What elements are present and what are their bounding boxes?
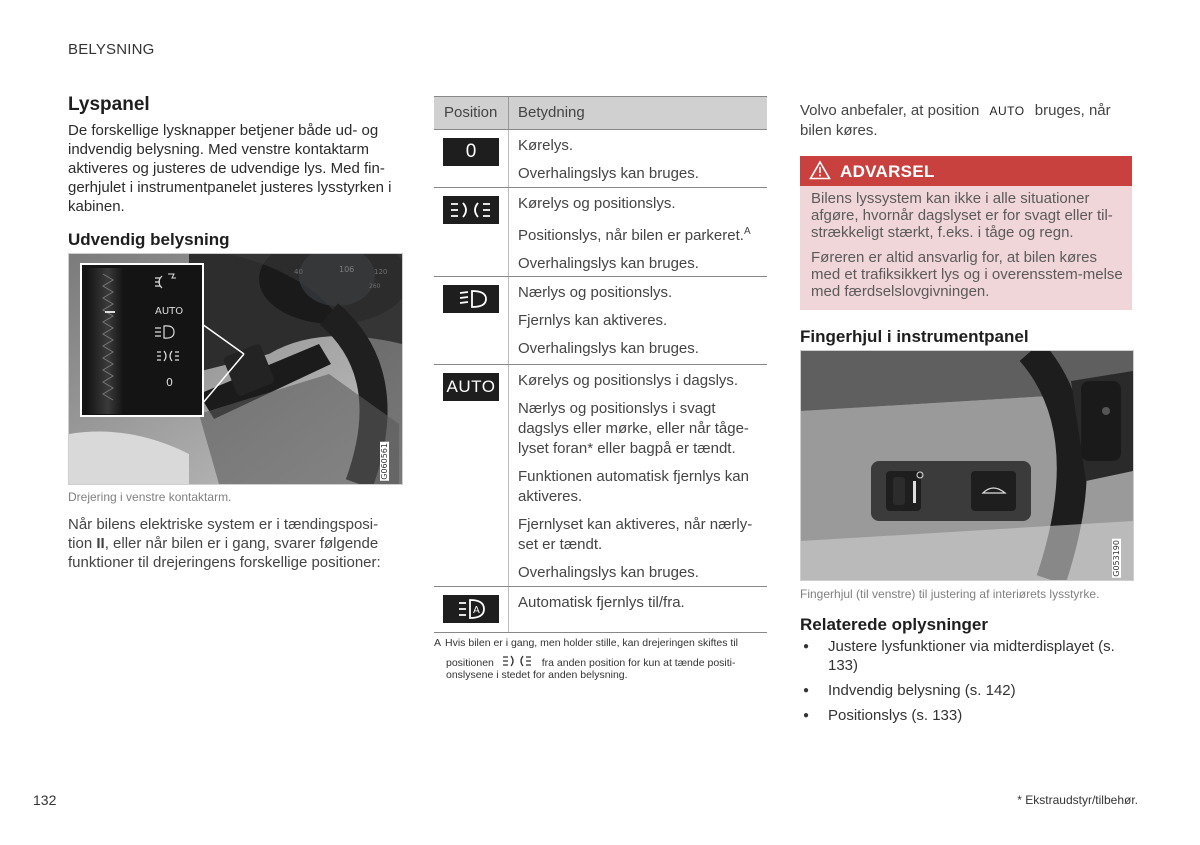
auto-recommendation: Volvo anbefaler, at position AUTO bruges, når bilen køres. bbox=[800, 102, 1111, 139]
warning-text: Bilens lyssystem kan ikke i alle situationer afgøre, hvornår dagslyset er for svagt eller til-strækkeligt stærkt, f.eks. i tåge og regn. bbox=[811, 190, 1113, 241]
related-list bbox=[800, 637, 1130, 731]
auto-inline-icon: AUTO bbox=[989, 104, 1025, 118]
light-positions-table bbox=[434, 96, 767, 633]
photo-caption: Fingerhjul (til venstre) til justering af interiørets lysstyrke. bbox=[800, 587, 1100, 601]
header-position: Position bbox=[444, 104, 498, 121]
row-text: Kørelys og positionslys. bbox=[518, 195, 676, 212]
footer-note: * Ekstraudstyr/tilbehør. bbox=[1017, 793, 1138, 807]
stalk-photo bbox=[68, 253, 403, 485]
subsection-title: Fingerhjul i instrumentpanel bbox=[800, 327, 1029, 346]
warning-triangle-icon bbox=[809, 160, 831, 180]
section-header: BELYSNING bbox=[68, 41, 155, 58]
table-row bbox=[434, 188, 767, 277]
intro-paragraph: De forskellige lysknapper betjener både ud- og indvendig belysning. Med venstre kontaktarm aktiveres og justeres de udvendige lys. Med fin-gerhjulet i instrumentpanelet justeres lysstyrken i kabinen. bbox=[68, 122, 392, 215]
photo-caption: Drejering i venstre kontaktarm. bbox=[68, 490, 232, 504]
warning-title: ADVARSEL bbox=[840, 162, 935, 181]
thumbwheel-photo bbox=[800, 350, 1134, 581]
table-row bbox=[434, 277, 767, 365]
warning-box bbox=[800, 156, 1132, 310]
subsection-title: Udvendig belysning bbox=[68, 230, 230, 249]
row-text: Fjernlyset kan aktiveres, når nærly-set er tændt. bbox=[518, 516, 753, 553]
low-beam-icon bbox=[443, 285, 499, 313]
footnote-ref: A bbox=[743, 226, 751, 237]
table-row bbox=[434, 365, 767, 587]
row-text: Overhalingslys kan bruges. bbox=[518, 165, 699, 182]
svg-text:A: A bbox=[473, 605, 480, 616]
page-number: 132 bbox=[33, 792, 57, 808]
table-row bbox=[434, 130, 767, 188]
warning-text: Føreren er altid ansvarlig for, at bilen køres med et trafiksikkert lys og i overensstem-melse med færdselslovgivningen. bbox=[811, 249, 1123, 300]
inset-zero-label: 0 bbox=[166, 376, 173, 389]
header-meaning: Betydning bbox=[518, 104, 585, 121]
table-footnote: A Hvis bilen er i gang, men holder stille, kan drejeringen skiftes til positionen fra anden position for kun at tænde positi-onslysene i stedet for anden belysning. bbox=[434, 637, 738, 681]
footnote-mark: A bbox=[434, 637, 442, 649]
section-title: Lyspanel bbox=[68, 94, 150, 115]
row-text: Kørelys og positionslys i dagslys. bbox=[518, 372, 739, 389]
row-text: Fjernlys kan aktiveres. bbox=[518, 312, 668, 329]
related-link[interactable]: ● Justere lysfunktioner via midterdisplayet (s. 133) bbox=[800, 637, 1130, 675]
row-text: Overhalingslys kan bruges. bbox=[518, 255, 699, 272]
table-row bbox=[434, 587, 767, 633]
row-text: Kørelys. bbox=[518, 137, 574, 154]
warning-header bbox=[800, 156, 1132, 186]
inset-auto-label: AUTO bbox=[155, 306, 184, 317]
auto-high-beam-icon bbox=[443, 595, 499, 623]
zero-position-icon: 0 bbox=[443, 138, 499, 166]
row-text: Nærlys og positionslys i svagt dagslys eller mørke, eller når tåge-lyset foran* eller bagpå er tændt. bbox=[518, 400, 749, 457]
auto-icon: AUTO bbox=[443, 373, 499, 401]
related-link[interactable]: ● Indvendig belysning (s. 142) bbox=[800, 681, 1130, 700]
row-text: Funktionen automatisk fjernlys kan aktiveres. bbox=[518, 468, 749, 505]
position-lights-icon bbox=[443, 196, 499, 224]
image-id: G060561 bbox=[380, 443, 389, 480]
table-header bbox=[434, 96, 767, 130]
ignition-paragraph: Når bilens elektriske system er i tændingsposi-tion II, eller når bilen er i gang, svarer følgende funktioner til drejeringens forskellige positioner: bbox=[68, 516, 381, 571]
row-text: Overhalingslys kan bruges. bbox=[518, 340, 699, 357]
related-link[interactable]: ● Positionslys (s. 133) bbox=[800, 706, 1130, 725]
row-text-with-note: Positionslys, når bilen er parkeret.$^A$ bbox=[518, 226, 751, 244]
row-text: Automatisk fjernlys til/fra. bbox=[518, 594, 685, 611]
position-lights-icon bbox=[501, 655, 535, 667]
row-text: Nærlys og positionslys. bbox=[518, 284, 673, 301]
image-id: G053190 bbox=[1112, 540, 1121, 577]
row-text: Overhalingslys kan bruges. bbox=[518, 564, 699, 581]
related-title: Relaterede oplysninger bbox=[800, 615, 989, 634]
